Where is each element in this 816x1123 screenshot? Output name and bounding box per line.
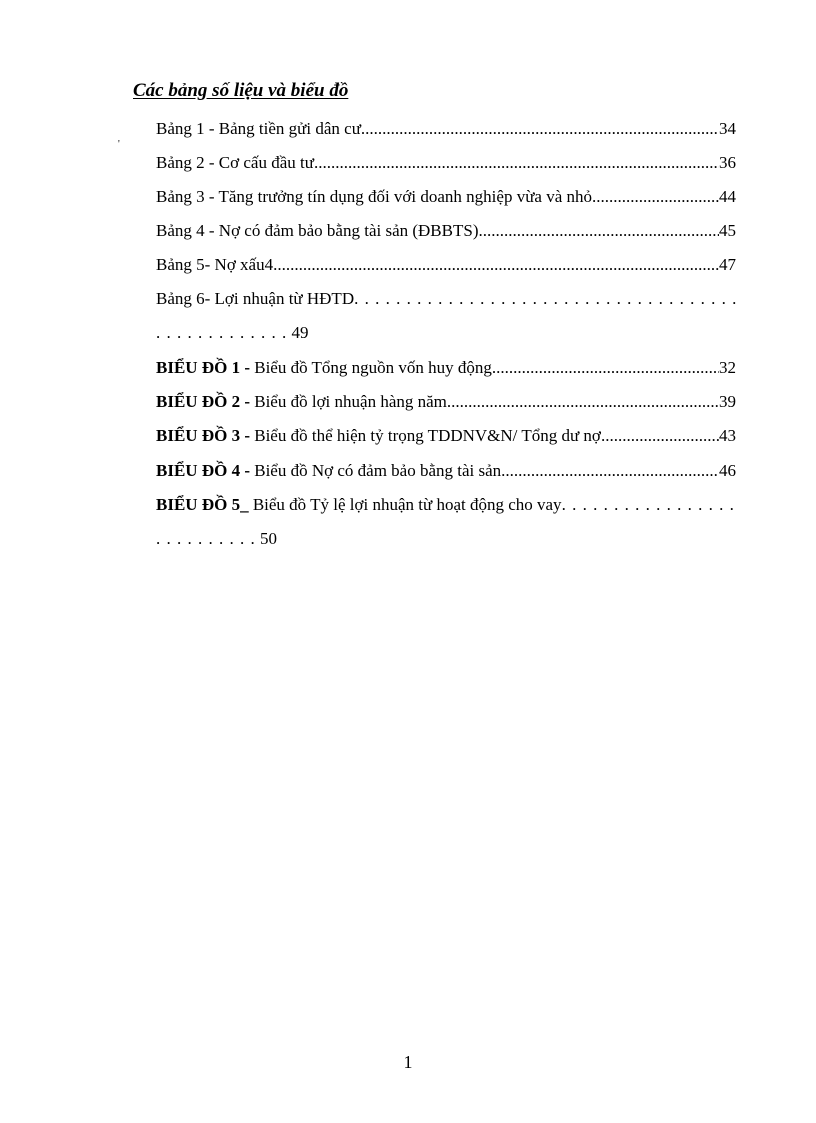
toc-entry-chart-1[interactable] bbox=[156, 357, 736, 379]
toc-entry-chart-5-continuation[interactable] bbox=[156, 528, 277, 550]
toc-entry-page: 32 bbox=[719, 358, 736, 377]
chart-prefix: BIỂU ĐỒ 3 - bbox=[156, 426, 255, 445]
dot-leader bbox=[479, 220, 720, 242]
chart-title: Biểu đồ thể hiện tỷ trọng TDDNV&N/ Tổng dư nợ bbox=[254, 426, 601, 445]
dot-leader: . . . . . . . . . . bbox=[156, 529, 256, 548]
toc-entry-page: 47 bbox=[719, 255, 736, 274]
dot-leader bbox=[562, 494, 736, 516]
toc-entry-label: Bảng 3 - Tăng trưởng tín dụng đối với doanh nghiệp vừa và nhỏ bbox=[156, 187, 593, 206]
toc-entry-label bbox=[156, 357, 492, 379]
toc-entry-chart-2[interactable] bbox=[156, 391, 736, 413]
dot-leader bbox=[592, 186, 719, 208]
page-number: 1 bbox=[403, 1052, 413, 1072]
toc-entry-table-1[interactable] bbox=[156, 118, 736, 140]
dot-leader bbox=[361, 118, 719, 140]
stray-mark: ' bbox=[118, 139, 120, 150]
section-heading: Các bảng số liệu và biểu đồ bbox=[133, 80, 349, 101]
toc-entry-table-4[interactable] bbox=[156, 220, 736, 242]
dot-leader bbox=[447, 391, 719, 413]
toc-entry-table-6-continuation[interactable] bbox=[156, 322, 309, 344]
toc-entry-chart-4[interactable] bbox=[156, 460, 736, 482]
toc-entry-page: 46 bbox=[719, 461, 736, 480]
chart-title: Biểu đồ Tỷ lệ lợi nhuận từ hoạt động cho vay bbox=[252, 495, 562, 514]
toc-entry-page: 43 bbox=[719, 426, 736, 445]
toc-entry-chart-5[interactable] bbox=[156, 494, 736, 516]
toc-entry-table-5[interactable] bbox=[156, 254, 736, 276]
toc-entry-table-2[interactable] bbox=[156, 152, 736, 174]
toc-entry-label: Bảng 4 - Nợ có đảm bảo bằng tài sản (ĐBBTS) bbox=[156, 221, 479, 240]
dot-leader bbox=[314, 152, 719, 174]
chart-prefix: BIỂU ĐỒ 5_ bbox=[156, 495, 253, 514]
toc-entry-label bbox=[156, 460, 501, 482]
toc-entry-label bbox=[156, 425, 601, 447]
chart-prefix: BIỂU ĐỒ 2 - bbox=[156, 392, 255, 411]
toc-entry-table-3[interactable] bbox=[156, 186, 736, 208]
toc-entry-label bbox=[156, 391, 447, 413]
toc-entry-label: Bảng 6- Lợi nhuận từ HĐTD bbox=[156, 289, 355, 308]
toc-entry-page: 36 bbox=[719, 153, 736, 172]
dot-leader bbox=[492, 357, 719, 379]
toc-entry-label bbox=[156, 494, 562, 516]
toc-entry-label: Bảng 5- Nợ xấu4 bbox=[156, 255, 274, 274]
toc-entry-page: 44 bbox=[719, 187, 736, 206]
dot-leader bbox=[354, 288, 736, 310]
chart-title: Biểu đồ lợi nhuận hàng năm bbox=[254, 392, 447, 411]
chart-prefix: BIỂU ĐỒ 1 - bbox=[156, 358, 255, 377]
toc-entry-page: 49 bbox=[291, 323, 309, 342]
chart-prefix: BIỂU ĐỒ 4 - bbox=[156, 461, 255, 480]
toc-entry-label: Bảng 1 - Bảng tiền gửi dân cư bbox=[156, 119, 361, 138]
chart-title: Biểu đồ Tổng nguồn vốn huy động bbox=[254, 358, 492, 377]
dot-leader bbox=[501, 460, 719, 482]
toc-entry-page: 45 bbox=[719, 221, 736, 240]
toc-entry-page: 50 bbox=[260, 529, 277, 548]
dot-leader bbox=[273, 254, 719, 276]
toc-entry-page: 34 bbox=[719, 119, 736, 138]
chart-title: Biểu đồ Nợ có đảm bảo bằng tài sản bbox=[254, 461, 502, 480]
toc-entry-chart-3[interactable] bbox=[156, 425, 736, 447]
toc-entry-page: 39 bbox=[719, 392, 736, 411]
toc-entry-label: Bảng 2 - Cơ cấu đầu tư bbox=[156, 153, 314, 172]
toc-entry-table-6[interactable] bbox=[156, 288, 736, 310]
dot-leader bbox=[601, 425, 719, 447]
dot-leader: . . . . . . . . . . . . . bbox=[156, 323, 288, 342]
